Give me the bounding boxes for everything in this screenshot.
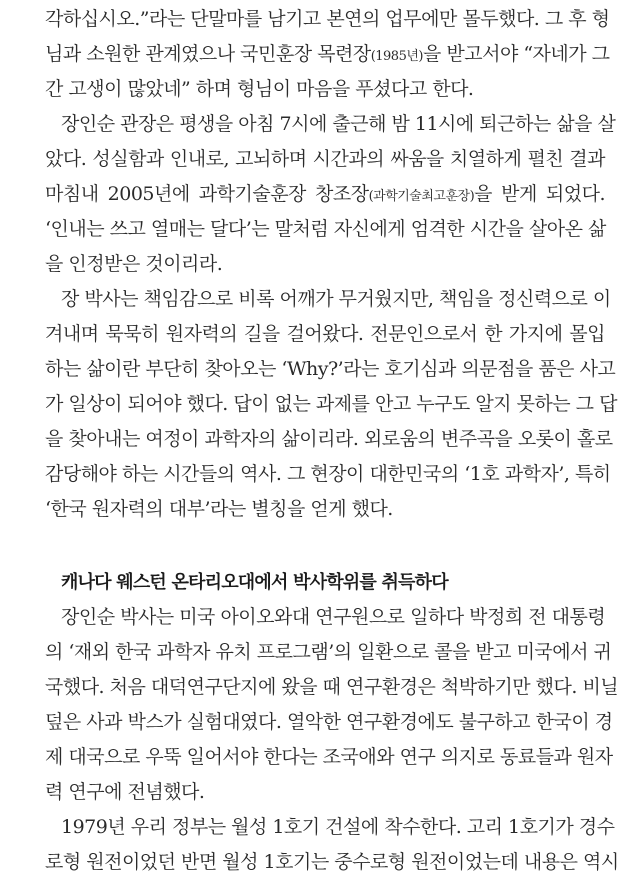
text-line	[45, 37, 610, 72]
text-span: 을 받고서야 “자네가 그	[422, 43, 610, 65]
text-line: ‘인내는 쓰고 열매는 달다’는 말처럼 자신에게 엄격한 시간을 살아온 삶	[45, 218, 606, 240]
text-line: ‘한국 원자력의 대부’라는 별칭을 얻게 했다.	[45, 498, 393, 520]
document-page	[45, 0, 619, 880]
text-line: 하는 삶이란 부단히 찾아오는 ‘Why?’라는 호기심과 의문점을 품은 사고	[45, 358, 616, 380]
text-line: 가 일상이 되어야 했다. 답이 없는 과제를 안고 누구도 알지 못하는 그 답	[45, 393, 617, 415]
text-line: 았다. 성실함과 인내로, 고뇌하며 시간과의 싸움을 치열하게 펼친 결과	[45, 148, 605, 170]
paragraph	[45, 107, 616, 282]
text-line: 장인순 관장은 평생을 아침 7시에 출근해 밤 11시에 퇴근하는 삶을 살	[61, 113, 616, 135]
text-span: 을 받게 되었다.	[474, 183, 605, 205]
text-line: 덮은 사과 박스가 실험대였다. 열악한 연구환경에도 불구하고 한국이 경	[45, 711, 613, 733]
section-heading: 캐나다 웨스턴 온타리오대에서 박사학위를 취득하다	[61, 572, 448, 593]
text-line	[45, 177, 605, 212]
paragraph	[45, 810, 619, 880]
text-line: 겨내며 묵묵히 원자력의 길을 걸어왔다. 전문인으로서 한 가지에 몰입	[45, 323, 605, 345]
text-line: 제 대국으로 우뚝 일어서야 한다는 조국애와 연구 의지로 동료들과 원자	[45, 746, 613, 768]
text-line: 감당해야 하는 시간들의 역사. 그 현장이 대한민국의 ‘1호 과학자’, 특히	[45, 463, 611, 485]
text-line: 장 박사는 책임감으로 비록 어깨가 무거웠지만, 책임을 정신력으로 이	[61, 288, 611, 310]
text-line: 1979년 우리 정부는 월성 1호기 건설에 착수한다. 고리 1호기가 경수	[61, 816, 615, 838]
text-span: 님과 소원한 관계였으나 국민훈장 목련장	[45, 43, 371, 65]
text-line: 간 고생이 많았네” 하며 형님이 마음을 푸셨다고 한다.	[45, 78, 474, 100]
paragraph	[45, 0, 610, 107]
award-note: (과학기술최고훈장)	[368, 189, 475, 204]
text-line: 을 인정받은 것이리라.	[45, 253, 223, 275]
year-note: (1985년)	[370, 49, 423, 64]
text-line: 장인순 박사는 미국 아이오와대 연구원으로 일하다 박정희 전 대통령	[61, 606, 606, 628]
text-span: 마침내 2005년에 과학기술훈장 창조장	[45, 183, 369, 205]
text-line: 국했다. 처음 대덕연구단지에 왔을 때 연구환경은 척박하기만 했다. 비닐	[45, 676, 619, 698]
text-line: 로형 원전이었던 반면 월성 1호기는 중수로형 원전이었는데 내용은 역시	[45, 851, 619, 873]
text-line: 의 ‘재외 한국 과학자 유치 프로그램’의 일환으로 콜을 받고 미국에서 귀	[45, 641, 612, 663]
text-line: 각하십시오.”라는 단말마를 남기고 본연의 업무에만 몰두했다. 그 후 형	[45, 8, 610, 30]
text-line: 력 연구에 전념했다.	[45, 781, 205, 803]
section-gap	[45, 527, 605, 565]
paragraph	[45, 282, 617, 527]
paragraph	[45, 600, 619, 810]
text-line: 을 찾아내는 여정이 과학자의 삶이리라. 외로움의 변주곡을 오롯이 홀로	[45, 428, 613, 450]
